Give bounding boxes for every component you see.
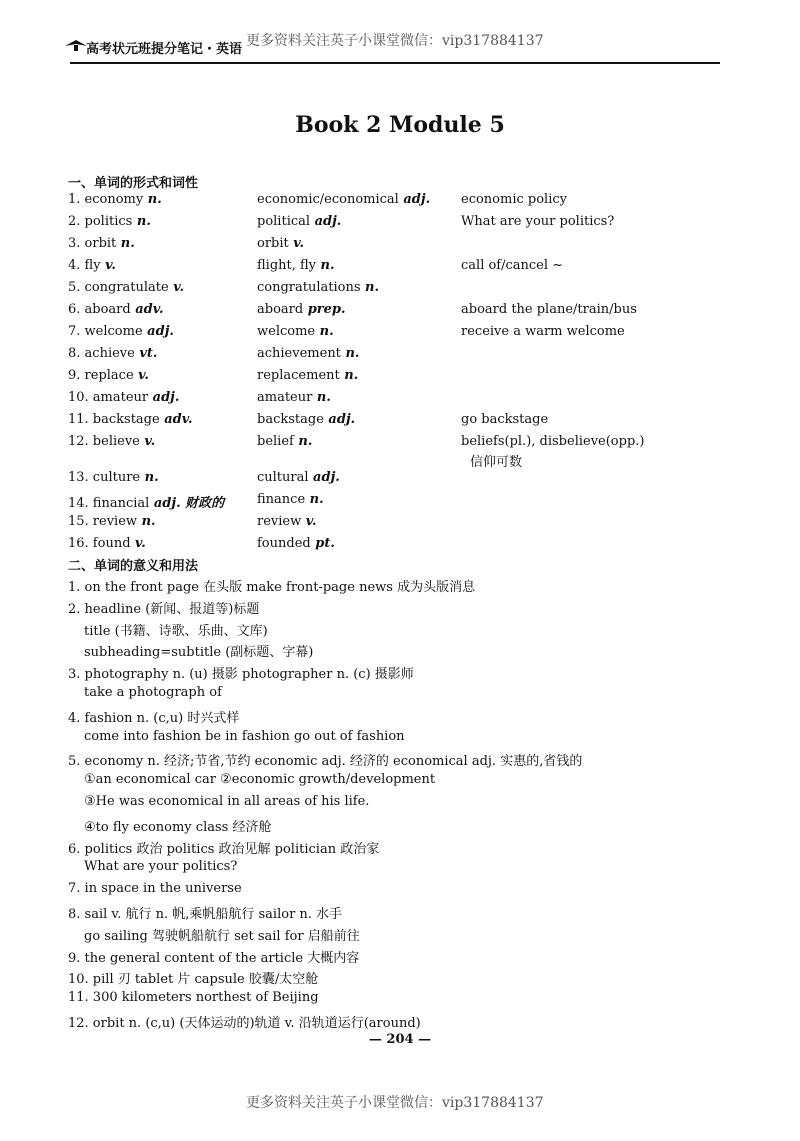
header-watermark-note: 更多资料关注英子小课堂微信：vip317884137 — [246, 33, 544, 49]
derivative-cell: achievement n. — [257, 346, 360, 361]
derivative-cell: cultural adj. — [257, 470, 340, 485]
usage-cell: receive a warm welcome — [461, 324, 625, 339]
word-cell: 16. found v. — [68, 536, 146, 551]
derivative-cell: review v. — [257, 514, 317, 529]
derivative-cell: replacement n. — [257, 368, 359, 383]
usage-line: 10. pill 刃 tablet 片 capsule 胶囊/太空舱 — [68, 972, 319, 988]
word-cell: 10. amateur adj. — [68, 390, 180, 405]
word-cell: 2. politics n. — [68, 214, 151, 229]
derivative-cell: orbit v. — [257, 236, 305, 251]
word-cell: 15. review n. — [68, 514, 156, 529]
derivative-cell: congratulations n. — [257, 280, 380, 295]
usage-line: 12. orbit n. (c,u) (天体运动的)轨道 v. 沿轨道运行(around) — [68, 1016, 421, 1031]
usage-line: subheading=subtitle (副标题、字幕) — [84, 645, 314, 661]
derivative-cell: economic/economical adj. — [257, 192, 431, 207]
word-cell: 9. replace v. — [68, 368, 149, 383]
usage-cell: call of/cancel ~ — [461, 258, 564, 273]
usage-line: 11. 300 kilometers northest of Beijing — [68, 990, 319, 1006]
section2-heading: 二、单词的意义和用法 — [68, 559, 199, 574]
usage-line: What are your politics? — [84, 859, 238, 875]
word-cell: 5. congratulate v. — [68, 280, 185, 295]
book-logo-icon — [64, 36, 88, 52]
derivative-cell: welcome n. — [257, 324, 334, 339]
page-number: — 204 — — [368, 1032, 432, 1047]
section1-heading: 一、单词的形式和词性 — [68, 176, 199, 191]
derivative-cell: political adj. — [257, 214, 342, 229]
usage-cell: aboard the plane/train/bus — [461, 302, 637, 317]
derivative-cell: aboard prep. — [257, 302, 346, 317]
usage-line: 4. fashion n. (c,u) 时兴式样 — [68, 710, 240, 726]
footer-watermark-note: 更多资料关注英子小课堂微信：vip317884137 — [246, 1095, 544, 1111]
page-title: Book 2 Module 5 — [295, 112, 505, 138]
word-cell: 7. welcome adj. — [68, 324, 174, 339]
usage-line: 1. on the front page 在头版 make front-page news 成为头版消息 — [68, 580, 476, 595]
word-cell: 12. believe v. — [68, 434, 156, 449]
derivative-cell: founded pt. — [257, 536, 335, 551]
usage-line: come into fashion be in fashion go out of fashion — [84, 728, 405, 744]
usage-cell: go backstage — [461, 412, 549, 427]
usage-line: ③He was economical in all areas of his life. — [84, 794, 370, 809]
derivative-cell: belief n. — [257, 434, 313, 449]
derivative-cell: amateur n. — [257, 390, 331, 405]
derivative-cell: finance n. — [257, 492, 324, 507]
usage-cell: economic policy — [461, 192, 567, 207]
usage-line: 7. in space in the universe — [68, 881, 242, 897]
word-cell: 4. fly v. — [68, 258, 116, 273]
word-cell: 11. backstage adv. — [68, 412, 193, 427]
usage-line: 5. economy n. 经济;节省,节约 economic adj. 经济的 economical adj. 实惠的,省钱的 — [68, 754, 583, 770]
word-cell: 1. economy n. — [68, 192, 162, 207]
usage-line: 6. politics 政治 politics 政治见解 politician 政治家 — [68, 841, 380, 857]
usage-line: 2. headline (新闻、报道等)标题 — [68, 601, 260, 617]
usage-line: 9. the general content of the article 大概内容 — [68, 950, 360, 966]
usage-line: ④to fly economy class 经济舱 — [84, 819, 272, 835]
usage-cell: What are your politics? — [461, 214, 615, 229]
word-cell: 3. orbit n. — [68, 236, 135, 251]
word-cell: 13. culture n. — [68, 470, 159, 485]
usage-line: title (书籍、诗歌、乐曲、文库) — [84, 623, 268, 639]
usage-cell: beliefs(pl.), disbelieve(opp.) — [461, 434, 645, 449]
word-cell: 6. aboard adv. — [68, 302, 164, 317]
usage-line: take a photograph of — [84, 685, 222, 700]
usage-line: 8. sail v. 航行 n. 帆,乘帆船航行 sailor n. 水手 — [68, 907, 343, 922]
word-cell: 8. achieve vt. — [68, 346, 158, 361]
header-divider — [70, 62, 720, 64]
header-book-title: 高考状元班提分笔记・英语 — [86, 42, 243, 57]
usage-line: go sailing 驾驶帆船航行 set sail for 启船前往 — [84, 928, 360, 944]
usage-line: 3. photography n. (u) 摄影 photographer n. (c) 摄影师 — [68, 667, 414, 683]
word-cell: 14. financial adj. 财政的 — [68, 496, 225, 511]
derivative-cell: flight, fly n. — [257, 258, 335, 273]
derivative-cell: backstage adj. — [257, 412, 356, 427]
section1-row12-note: 信仰可数 — [470, 455, 523, 470]
usage-line: ①an economical car ②economic growth/development — [84, 772, 436, 788]
